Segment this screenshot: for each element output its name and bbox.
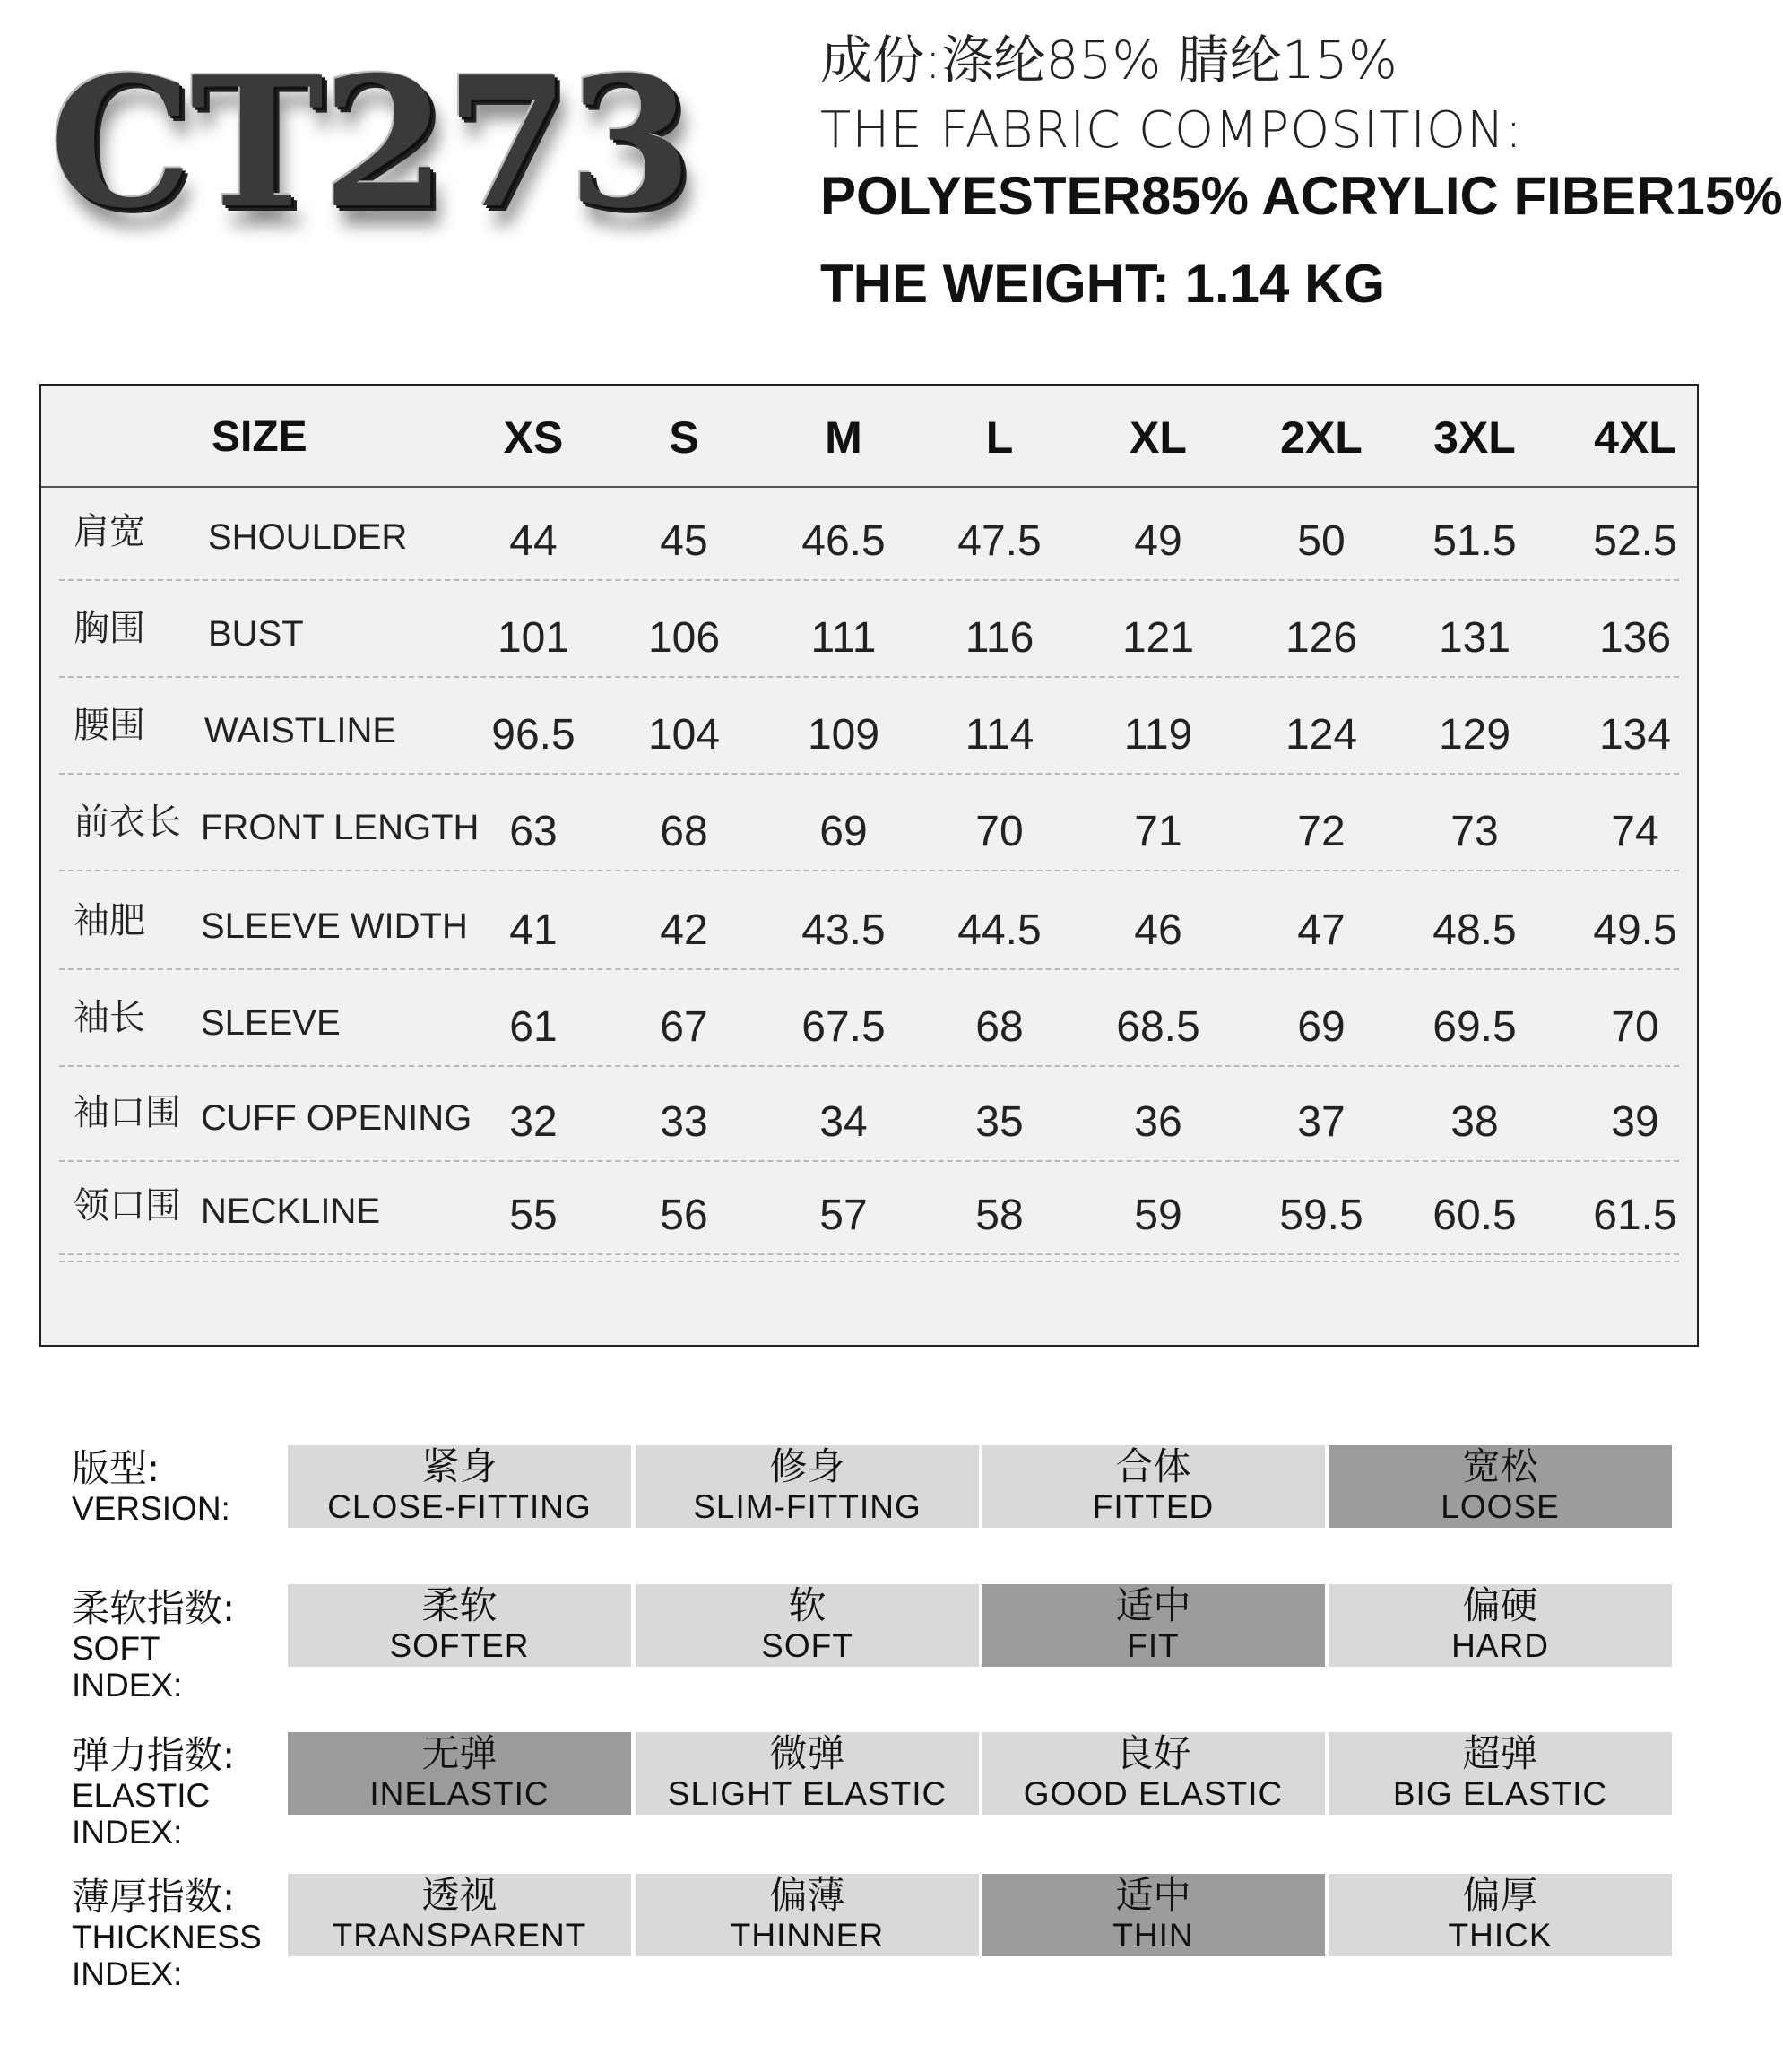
table-cell: 68 [975, 1003, 1024, 1051]
table-cell: 63 [509, 808, 558, 855]
table-cell: 59 [1134, 1192, 1182, 1239]
measurement-label-cn: 袖口围 [74, 1092, 181, 1133]
attribute-label-cn: 版型: [72, 1446, 160, 1490]
attribute-option [636, 1584, 979, 1667]
option-label-cn: 偏薄 [769, 1873, 845, 1917]
option-label-en: SLIGHT ELASTIC [667, 1775, 948, 1812]
option-label-cn: 合体 [1115, 1444, 1191, 1488]
table-cell: 134 [1598, 711, 1672, 759]
option-label-cn: 柔软 [421, 1583, 498, 1627]
size-header-2xl: 2XL [1280, 412, 1363, 463]
attribute-label-en: VERSION: [72, 1490, 230, 1527]
row-divider [59, 968, 1679, 970]
measurement-label-cn: 胸围 [74, 608, 145, 649]
option-label-en: LOOSE [1441, 1488, 1560, 1525]
table-cell: 67.5 [801, 1003, 886, 1051]
measurement-label-cn: 腰围 [74, 705, 145, 746]
table-row [41, 680, 1697, 775]
table-cell: 109 [807, 711, 880, 759]
table-row [41, 875, 1697, 970]
option-label-cn: 超弹 [1462, 1731, 1538, 1775]
option-label-cn: 偏厚 [1462, 1873, 1538, 1917]
size-header-m: M [825, 412, 862, 463]
attribute-option [288, 1584, 631, 1667]
table-cell: 119 [1123, 711, 1193, 759]
garment-weight: THE WEIGHT: 1.14 KG [820, 254, 1386, 314]
table-cell: 57 [819, 1192, 868, 1239]
table-cell: 47 [1297, 906, 1346, 954]
option-label-cn: 偏硬 [1462, 1583, 1538, 1627]
table-cell: 74 [1611, 808, 1659, 855]
attribute-option-selected [982, 1874, 1325, 1956]
table-cell: 56 [660, 1192, 708, 1239]
table-cell: 61 [509, 1003, 558, 1051]
composition-en-label: THE FABRIC COMPOSITION: [820, 101, 1523, 160]
measurement-label-en: SLEEVE WIDTH [201, 906, 468, 946]
table-row [41, 1067, 1697, 1162]
composition-en-value: POLYESTER85% ACRYLIC FIBER15% [820, 166, 1783, 226]
size-chart-header [41, 386, 1697, 488]
option-label-cn: 适中 [1115, 1873, 1191, 1917]
table-cell: 52.5 [1593, 517, 1677, 565]
table-row [41, 972, 1697, 1067]
table-cell: 41 [509, 906, 558, 954]
attribute-option-selected [982, 1584, 1325, 1667]
composition-cn: 成份:涤纶85% 腈纶15% [820, 30, 1398, 91]
fabric-info [820, 20, 1783, 316]
size-header-s: S [669, 412, 699, 463]
product-code-logo: CT273 [49, 38, 691, 248]
table-cell: 101 [497, 614, 570, 662]
attribute-label-en: ELASTIC INDEX: [72, 1777, 211, 1851]
table-cell: 51.5 [1432, 517, 1517, 565]
option-label-cn: 适中 [1115, 1583, 1191, 1627]
table-cell: 46.5 [801, 517, 886, 565]
table-cell: 70 [975, 808, 1024, 855]
option-label-cn: 软 [788, 1583, 827, 1627]
option-label-en: FITTED [1092, 1488, 1215, 1525]
option-label-en: SOFT [761, 1627, 853, 1664]
table-cell: 121 [1121, 614, 1195, 662]
table-cell: 111 [810, 614, 877, 662]
table-cell: 47.5 [957, 517, 1042, 565]
size-header-4xl: 4XL [1594, 412, 1676, 463]
measurement-label-cn: 肩宽 [74, 511, 145, 552]
table-cell: 116 [965, 614, 1034, 662]
attribute-option-selected [288, 1732, 631, 1815]
table-cell: 69 [819, 808, 868, 855]
table-cell: 106 [647, 614, 721, 662]
option-label-cn: 透视 [421, 1873, 498, 1917]
attribute-option-selected [1329, 1445, 1672, 1528]
table-cell: 48.5 [1432, 906, 1517, 954]
option-label-cn: 微弹 [769, 1731, 845, 1775]
table-cell: 37 [1297, 1098, 1346, 1146]
table-cell: 136 [1598, 614, 1672, 662]
attribute-label-cn: 柔软指数: [72, 1586, 236, 1630]
attribute-option [636, 1874, 979, 1956]
measurement-label-cn: 袖长 [74, 997, 145, 1038]
size-header-xs: XS [503, 412, 564, 463]
table-cell: 49.5 [1593, 906, 1677, 954]
table-cell: 131 [1438, 614, 1511, 662]
table-cell: 124 [1285, 711, 1358, 759]
row-divider [59, 773, 1679, 775]
table-cell: 129 [1438, 711, 1511, 759]
option-label-en: THICK [1448, 1917, 1553, 1954]
measurement-label-en: CUFF OPENING [201, 1098, 472, 1138]
table-cell: 126 [1285, 614, 1358, 662]
table-cell: 69.5 [1432, 1003, 1517, 1051]
attribute-option [982, 1445, 1325, 1528]
option-label-en: TRANSPARENT [332, 1917, 587, 1954]
option-label-cn: 修身 [769, 1444, 845, 1488]
row-divider [59, 579, 1679, 581]
option-label-en: HARD [1451, 1627, 1549, 1664]
table-cell: 33 [660, 1098, 708, 1146]
measurement-label-en: SLEEVE [201, 1003, 341, 1043]
option-label-en: FIT [1127, 1627, 1180, 1664]
table-cell: 35 [975, 1098, 1024, 1146]
table-cell: 68 [660, 808, 708, 855]
attribute-label-cn: 弹力指数: [72, 1733, 236, 1777]
table-row [41, 583, 1697, 678]
table-cell: 60.5 [1432, 1192, 1517, 1239]
attribute-option [288, 1445, 631, 1528]
table-cell: 42 [660, 906, 708, 954]
table-cell: 72 [1297, 808, 1346, 855]
attribute-option [288, 1874, 631, 1956]
table-cell: 114 [965, 711, 1034, 759]
table-cell: 61.5 [1593, 1192, 1677, 1239]
table-cell: 50 [1297, 517, 1346, 565]
table-cell: 46 [1134, 906, 1182, 954]
table-cell: 55 [509, 1192, 558, 1239]
attribute-option [636, 1445, 979, 1528]
attribute-option [1329, 1732, 1672, 1815]
table-cell: 43.5 [801, 906, 886, 954]
option-label-en: INELASTIC [369, 1775, 550, 1812]
measurement-label-en: BUST [208, 614, 304, 654]
table-row [41, 776, 1697, 871]
attribute-option [636, 1732, 979, 1815]
measurement-label-en: SHOULDER [208, 517, 408, 557]
option-label-en: SLIM-FITTING [693, 1488, 922, 1525]
table-cell: 70 [1611, 1003, 1659, 1051]
table-cell: 96.5 [491, 711, 576, 759]
option-label-en: SOFTER [389, 1627, 530, 1664]
option-label-en: CLOSE-FITTING [327, 1488, 592, 1525]
option-label-cn: 无弹 [421, 1731, 498, 1775]
measurement-label-cn: 领口围 [74, 1185, 181, 1227]
row-divider [59, 1253, 1679, 1255]
table-cell: 58 [975, 1192, 1024, 1239]
table-cell: 39 [1611, 1098, 1659, 1146]
table-cell: 71 [1134, 808, 1182, 855]
table-cell: 68.5 [1116, 1003, 1200, 1051]
table-row [41, 486, 1697, 581]
attribute-option [1329, 1584, 1672, 1667]
option-label-en: GOOD ELASTIC [1023, 1775, 1284, 1812]
attribute-label-cn: 薄厚指数: [72, 1875, 236, 1919]
table-cell: 69 [1297, 1003, 1346, 1051]
size-header-xl: XL [1130, 412, 1187, 463]
attribute-option [982, 1732, 1325, 1815]
attribute-option [1329, 1874, 1672, 1956]
option-label-cn: 紧身 [421, 1444, 498, 1488]
size-header-label: SIZE [212, 413, 307, 461]
option-label-cn: 良好 [1115, 1731, 1191, 1775]
attribute-label-en: SOFT INDEX: [72, 1630, 183, 1704]
table-cell: 44.5 [957, 906, 1042, 954]
measurement-label-cn: 袖肥 [74, 900, 145, 941]
table-cell: 36 [1134, 1098, 1182, 1146]
table-row [41, 1160, 1697, 1255]
table-cell: 34 [819, 1098, 868, 1146]
table-cell: 45 [660, 517, 708, 565]
measurement-label-en: FRONT LENGTH [201, 808, 480, 847]
table-cell: 59.5 [1279, 1192, 1363, 1239]
table-cell: 32 [509, 1098, 558, 1146]
attribute-label-en: THICKNESS INDEX: [72, 1919, 262, 1992]
table-cell: 73 [1450, 808, 1499, 855]
table-cell: 44 [509, 517, 558, 565]
size-header-l: L [985, 412, 1014, 463]
row-divider [59, 1261, 1679, 1262]
option-label-cn: 宽松 [1462, 1444, 1538, 1488]
measurement-label-cn: 前衣长 [74, 802, 181, 843]
option-label-en: BIG ELASTIC [1392, 1775, 1608, 1812]
row-divider [59, 676, 1679, 678]
row-divider [59, 870, 1679, 871]
size-header-3xl: 3XL [1433, 412, 1516, 463]
measurement-label-en: WAISTLINE [204, 711, 397, 750]
table-cell: 67 [660, 1003, 708, 1051]
measurement-label-en: NECKLINE [201, 1192, 381, 1231]
option-label-en: THINNER [730, 1917, 885, 1954]
table-cell: 104 [647, 711, 721, 759]
table-cell: 49 [1134, 517, 1182, 565]
option-label-en: THIN [1112, 1917, 1194, 1954]
size-chart-table [39, 384, 1699, 1347]
table-cell: 38 [1450, 1098, 1499, 1146]
